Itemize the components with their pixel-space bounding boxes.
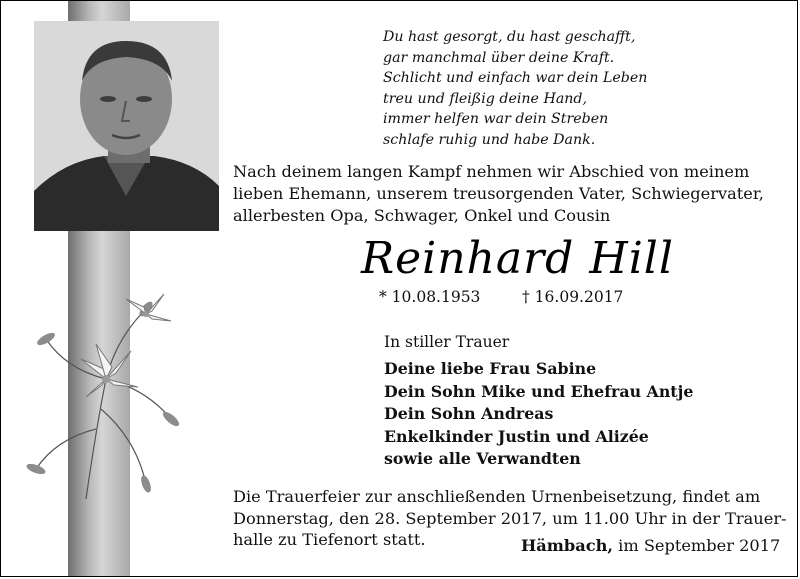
mourner-line: Dein Sohn Mike und Ehefrau Antje (384, 381, 694, 401)
place-name: Hämbach, (521, 536, 613, 555)
intro-line: Nach deinem langen Kampf nehmen wir Abschied von meinem (233, 162, 750, 181)
portrait-photo (34, 21, 219, 231)
intro-line: allerbesten Opa, Schwager, Onkel und Cousin (233, 206, 611, 225)
mourner-line: Deine liebe Frau Sabine (384, 359, 597, 378)
mourner-line: Dein Sohn Andreas (384, 404, 554, 424)
mourners-list (384, 358, 693, 471)
poem-line: immer helfen war dein Streben (383, 111, 609, 127)
farewell-intro (233, 161, 793, 227)
funeral-line: Die Trauerfeier zur anschließenden Urnenbeisetzung, findet am (233, 487, 761, 506)
mourner-line: Enkelkinder Justin und Alizée (384, 426, 649, 446)
mourners-heading: In stiller Trauer (384, 333, 510, 351)
intro-line: lieben Ehemann, unserem treusorgenden Vater, Schwiegervater, (233, 184, 764, 203)
poem-line: Schlicht und einfach war dein Leben (383, 70, 648, 86)
memorial-poem (383, 27, 647, 150)
deceased-name: Reinhard Hill (361, 233, 674, 284)
death-date: † 16.09.2017 (522, 288, 624, 306)
signature-date: im September 2017 (618, 536, 781, 555)
poem-line: Du hast gesorgt, du hast geschafft, (383, 29, 636, 45)
mourner-line: sowie alle Verwandten (384, 449, 581, 469)
poem-line: gar manchmal über deine Kraft. (383, 49, 615, 66)
lily-flowers-decoration (26, 269, 186, 514)
birth-date: * 10.08.1953 (379, 288, 481, 306)
poem-line: treu und fleißig deine Hand, (383, 90, 588, 107)
poem-line: schlafe ruhig und habe Dank. (383, 131, 596, 148)
life-dates (379, 288, 639, 306)
funeral-line: halle zu Tiefenort statt. (233, 530, 426, 549)
funeral-line: Donnerstag, den 28. September 2017, um 11.00 Uhr in der Trauer- (233, 508, 787, 528)
place-and-date (521, 536, 780, 555)
